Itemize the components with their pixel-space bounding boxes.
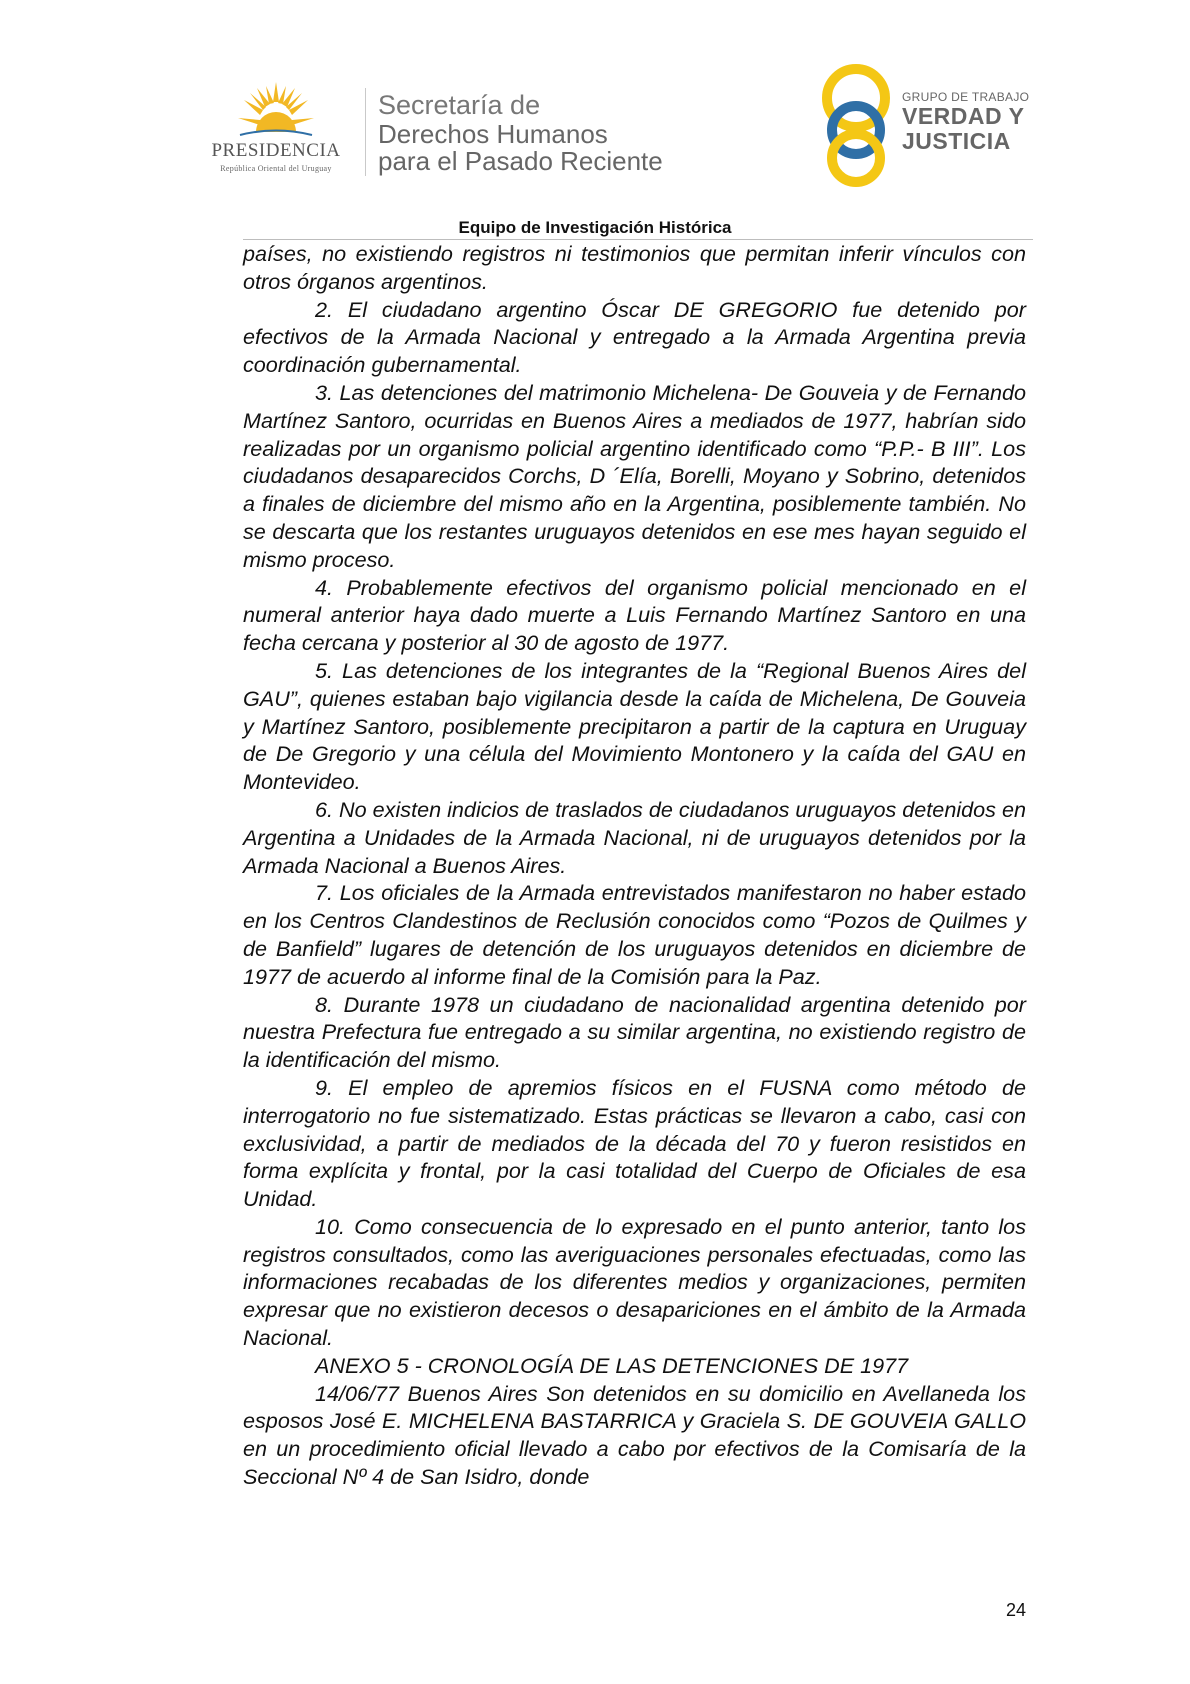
paragraph: 6. No existen indicios de traslados de ciudadanos uruguayos detenidos en Argentina a Unidades de la Armada Nacional, ni de uruguayos detenidos por la Armada Nacional a Buenos Aires. [243, 796, 1026, 878]
paragraph: 9. El empleo de apremios físicos en el FUSNA como método de interrogatorio no fue sistematizado. Estas prácticas se llevaron a cabo, casi con exclusividad, a partir de mediados de la década del 70 y fueron resistidos en forma explícita y frontal, por la casi totalidad del Cuerpo de Oficiales de esa Unidad. [243, 1074, 1026, 1212]
gtvj-line-3: JUSTICIA [902, 128, 1011, 154]
page-number: 24 [1006, 1600, 1027, 1620]
team-title: Equipo de Investigación Histórica [458, 218, 732, 237]
paragraph: 14/06/77 Buenos Aires Son detenidos en su domicilio en Avellaneda los esposos José E. MICHELENA BASTARRICA y Graciela S. DE GOUVEIA GALLO en un procedimiento oficial llevado a cabo por efectivos de la Comisaría de la Seccional Nº 4 de San Isidro, donde [243, 1380, 1026, 1490]
paragraph: 2. El ciudadano argentino Óscar DE GREGORIO fue detenido por efectivos de la Armada Nacional y entregado a la Armada Argentina previa coordinación gubernamental. [243, 296, 1026, 378]
header-separator [365, 88, 366, 176]
secretaria-title [378, 90, 663, 175]
paragraph: 8. Durante 1978 un ciudadano de nacionalidad argentina detenido por nuestra Prefectura fue entregado a su similar argentina, no existiendo registro de la identificación del mismo. [243, 991, 1026, 1073]
paragraph: 4. Probablemente efectivos del organismo policial mencionado en el numeral anterior haya dado muerte a Luis Fernando Martínez Santoro en una fecha cercana y posterior al 30 de agosto de 1977. [243, 574, 1026, 656]
gtvj-wordmark [902, 90, 1029, 154]
gtvj-line-1: GRUPO DE TRABAJO [902, 90, 1030, 104]
document-body [243, 240, 1026, 1491]
gtvj-logo [820, 58, 1040, 188]
secretaria-line-1: Secretaría de [378, 90, 541, 120]
sun-emblem-icon [236, 80, 316, 142]
interlocked-rings-icon [820, 58, 900, 188]
secretaria-line-2: Derechos Humanos [378, 119, 608, 149]
paragraph: 5. Las detenciones de los integrantes de la “Regional Buenos Aires del GAU”, quienes estaban bajo vigilancia desde la caída de Michelena, De Gouveia y Martínez Santoro, posiblemente precipitaron a partir de la captura en Uruguay de De Gregorio y una célula del Movimiento Montonero y la caída del GAU en Montevideo. [243, 657, 1026, 795]
paragraph: 10. Como consecuencia de lo expresado en el punto anterior, tanto los registros consultados, como las averiguaciones personales efectuadas, como las informaciones recabadas de los diferentes medios y organizaciones, permiten expresar que no existieron decesos o desapariciones en el ámbito de la Armada Nacional. [243, 1213, 1026, 1351]
gtvj-line-2: VERDAD Y [902, 103, 1025, 129]
paragraph: países, no existiendo registros ni testimonios que permitan inferir vínculos con otros órganos argentinos. [243, 241, 1026, 294]
secretaria-line-3: para el Pasado Reciente [378, 146, 663, 176]
paragraph: ANEXO 5 - CRONOLOGÍA DE LAS DETENCIONES DE 1977 [315, 1352, 909, 1378]
paragraph: 3. Las detenciones del matrimonio Michelena- De Gouveia y de Fernando Martínez Santoro, ocurridas en Buenos Aires a mediados de 1977, habrían sido realizadas por un organismo policial argentino identificado como “P.P.- B III”. Los ciudadanos desaparecidos Corchs, D ´Elía, Borelli, Moyano y Sobrino, detenidos a finales de diciembre del mismo año en la Argentina, posiblemente también. No se descarta que los restantes uruguayos detenidos en ese mes hayan seguido el mismo proceso. [243, 379, 1026, 572]
presidencia-logo [196, 80, 356, 180]
paragraph: 7. Los oficiales de la Armada entrevistados manifestaron no haber estado en los Centros Clandestinos de Reclusión conocidos como “Pozos de Quilmes y de Banfield” lugares de detención de los uruguayos detenidos en diciembre de 1977 de acuerdo al informe final de la Comisión para la Paz. [243, 880, 1026, 989]
presidencia-subtitle: República Oriental del Uruguay [220, 164, 332, 173]
presidencia-name: PRESIDENCIA [211, 140, 341, 161]
